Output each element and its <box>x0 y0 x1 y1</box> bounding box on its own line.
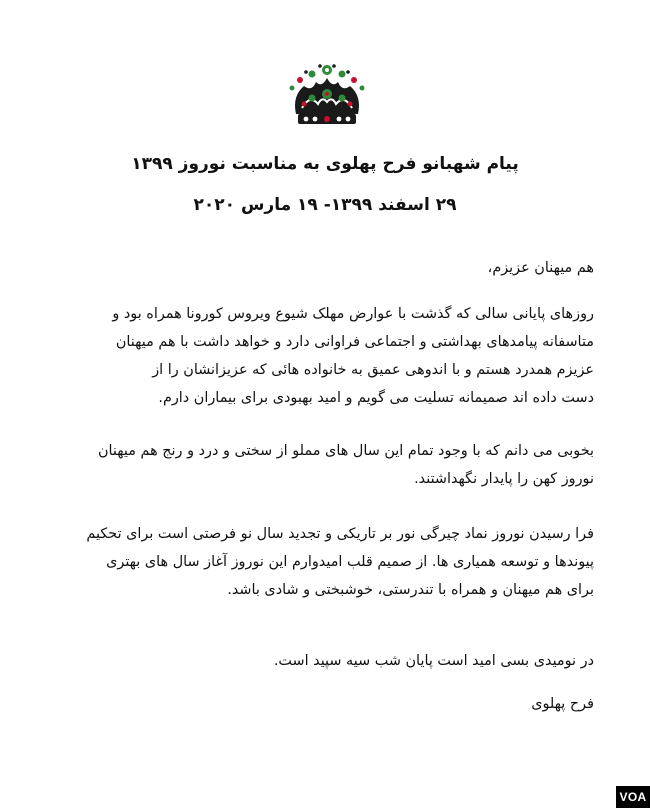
letter-greeting: هم میهنان عزیزم، <box>487 260 594 276</box>
letter-date: ۲۹ اسفند ۱۳۹۹- ۱۹ مارس ۲۰۲۰ <box>193 195 457 215</box>
letter-title: پیام شهبانو فرح پهلوی به مناسبت نوروز ۱۳۹۹ <box>131 154 519 174</box>
paragraph-line: پیوندها و توسعه همیاری ها. از صمیم قلب امیدوارم این نوروز آغاز سال های بهتری <box>106 554 594 570</box>
paragraph-line: دست داده اند صمیمانه تسلیت می گویم و امید بهبودی برای بیماران دارم. <box>158 390 594 406</box>
paragraph-line: نوروز کهن را پایدار نگهداشتند. <box>414 471 594 487</box>
paragraph-line: بخوبی می دانم که با وجود تمام این سال های مملو از سختی و درد و رنج هم میهنان <box>97 443 594 459</box>
paragraph-3 <box>54 520 594 604</box>
paragraph-1 <box>54 300 594 412</box>
crown-icon <box>282 58 372 128</box>
paragraph-line: روزهای پایانی سالی که گذشت با عوارض مهلک شیوع ویروس کورونا همراه بود و <box>112 306 594 322</box>
paragraph-line: برای هم میهنان و همراه با تندرستی، خوشبختی و شادی باشد. <box>227 582 594 598</box>
paragraph-4 <box>54 647 594 675</box>
paragraph-line: در نومیدی بسی امید است پایان شب سیه سپید است. <box>273 653 594 669</box>
paragraph-line: متاسفانه پیامدهای بهداشتی و اجتماعی فراوانی دارد و خواهد داشت با هم میهنان <box>115 334 594 350</box>
paragraph-line: فرا رسیدن نوروز نماد چیرگی نور بر تاریکی و تجدید سال نو فرصتی است برای تحکیم <box>86 526 594 542</box>
letter-signature: فرح پهلوی <box>531 696 594 712</box>
paragraph-line: عزیزم همدرد هستم و با اندوهی عمیق به خانواده هائی که عزیزانشان را از <box>152 362 594 378</box>
voa-watermark-logo: VOA <box>616 786 650 808</box>
paragraph-2 <box>54 437 594 493</box>
